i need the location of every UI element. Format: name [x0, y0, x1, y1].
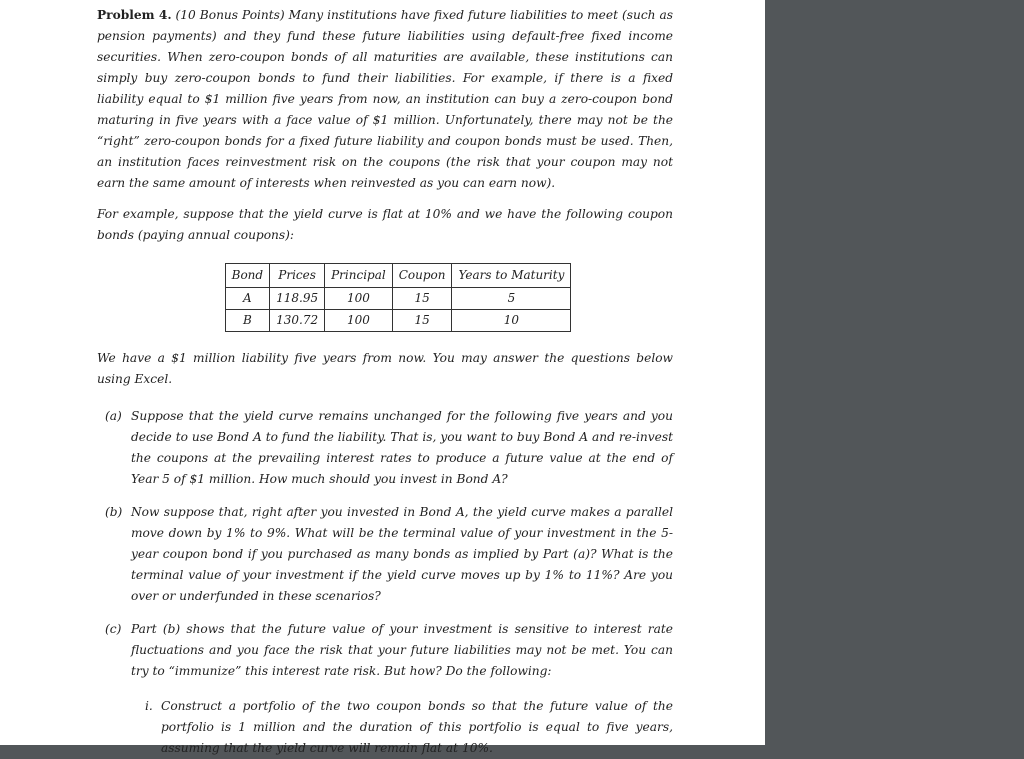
part-text: Now suppose that, right after you invested in Bond A, the yield curve makes a parallel move down by 1% to 9%. What will be the terminal value of your investment in the 5-year coupon bond if you purchased as many bonds as implied by Part (a)? What is the terminal value of your investment if the yield curve moves up by 1% to 11%? Are you over or underfunded in these scenarios?	[131, 505, 673, 603]
table-cell: B	[225, 310, 269, 332]
table-cell: 15	[392, 310, 452, 332]
table-cell: A	[225, 288, 269, 310]
question-parts	[97, 406, 673, 759]
viewer-background	[765, 0, 1024, 745]
table-header: Coupon	[392, 264, 452, 288]
subpart-label: i.	[145, 699, 153, 713]
example-paragraph: For example, suppose that the yield curve is flat at 10% and we have the following coupon bonds (paying annual coupons):	[97, 207, 673, 242]
problem-intro: (10 Bonus Points) Many institutions have fixed future liabilities to meet (such as pension payments) and they fund these future liabilities using default-free fixed income securities. When zero-coupon bonds of all maturities are available, these institutions can simply buy zero-coupon bonds to fund their liabilities. For example, if there is a fixed liability equal to $1 million five years from now, an institution can buy a zero-coupon bond maturing in five years with a face value of $1 million. Unfortunately, there may not be the “right” zero-coupon bonds for a fixed future liability and coupon bonds must be used. Then, an institution faces reinvestment risk on the coupons (the risk that your coupon may not earn the same amount of interests when reinvested as you can earn now).	[97, 8, 673, 190]
table-cell: 5	[452, 288, 571, 310]
part-text: Suppose that the yield curve remains unchanged for the following five years and you decide to use Bond A to fund the liability. That is, you want to buy Bond A and re-invest the coupons at the prevailing interest rates to produce a future value at the end of Year 5 of $1 million. How much should you invest in Bond A?	[131, 409, 673, 486]
table-header: Years to Maturity	[452, 264, 571, 288]
table-cell: 100	[325, 310, 393, 332]
table-cell: 130.72	[270, 310, 325, 332]
question-part-c	[97, 619, 673, 682]
table-header: Bond	[225, 264, 269, 288]
liability-paragraph: We have a $1 million liability five years from now. You may answer the questions below using Excel.	[97, 351, 673, 386]
question-part-b	[97, 502, 673, 607]
part-label: (a)	[105, 409, 122, 423]
part-label: (c)	[105, 622, 122, 636]
problem-title: Problem 4.	[97, 8, 172, 22]
table-cell: 118.95	[270, 288, 325, 310]
bond-table	[225, 263, 572, 332]
subpart-text: Construct a portfolio of the two coupon bonds so that the future value of the portfolio is 1 million and the duration of this portfolio is equal to five years, assuming that the yield curve will remain flat at 10%.	[161, 699, 673, 755]
table-cell: 100	[325, 288, 393, 310]
table-cell: 10	[452, 310, 571, 332]
problem-intro-paragraph	[97, 5, 673, 194]
table-header-row	[225, 264, 571, 288]
table-header: Principal	[325, 264, 393, 288]
table-row	[225, 310, 571, 332]
table-row	[225, 288, 571, 310]
table-header: Prices	[270, 264, 325, 288]
subpart-i	[97, 696, 673, 759]
problem-content	[97, 5, 673, 759]
part-label: (b)	[105, 505, 123, 519]
question-part-a	[97, 406, 673, 490]
part-text: Part (b) shows that the future value of your investment is sensitive to interest rate fluctuations and you face the risk that your future liabilities may not be met. You can try to “immunize” this interest rate risk. But how? Do the following:	[131, 622, 673, 678]
table-cell: 15	[392, 288, 452, 310]
